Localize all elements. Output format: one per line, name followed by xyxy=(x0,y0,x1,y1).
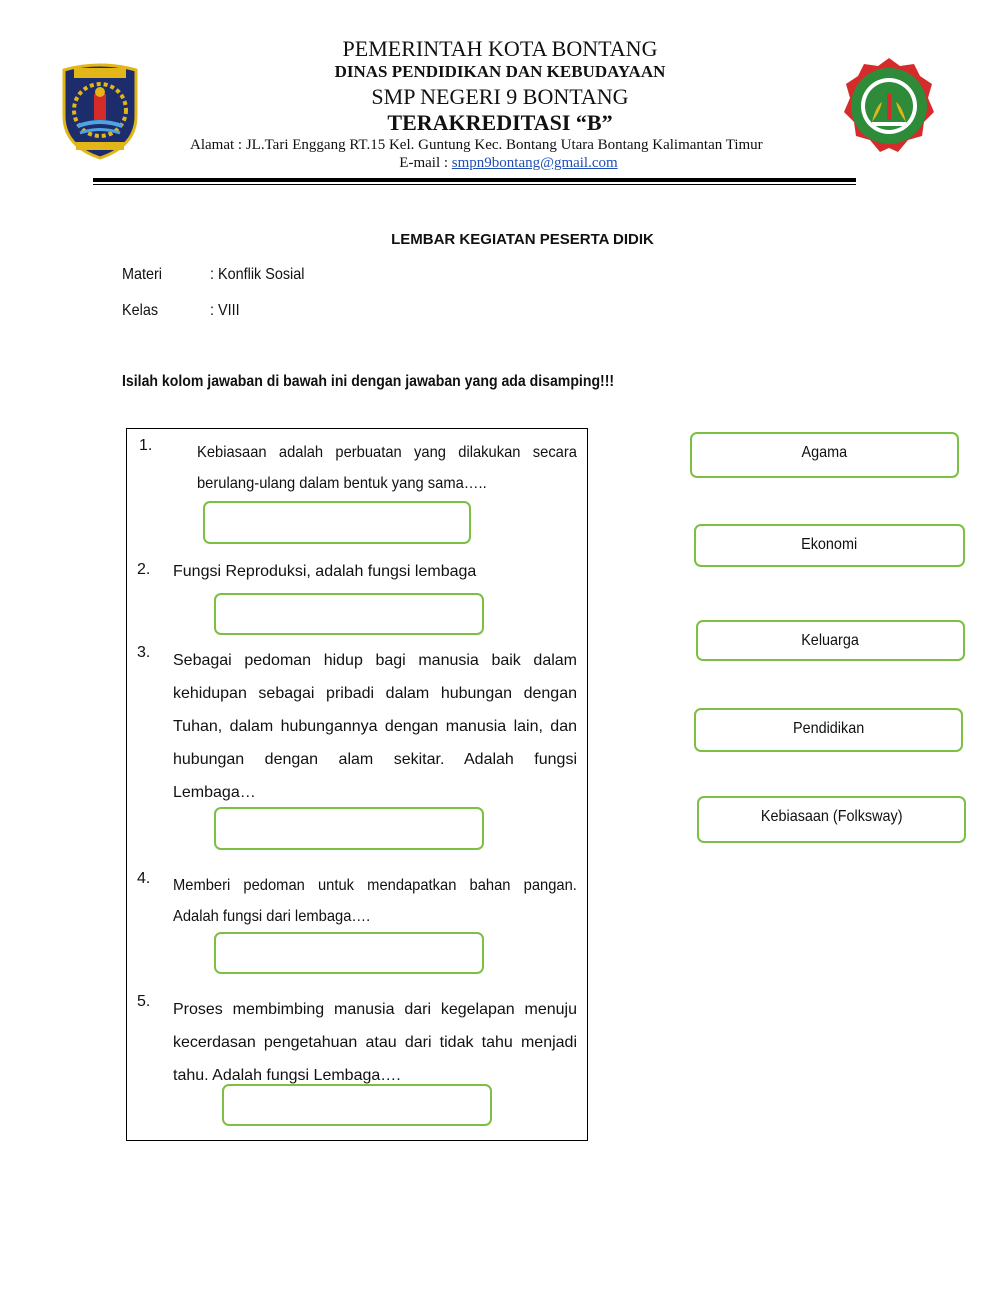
letterhead-school-name: SMP NEGERI 9 BONTANG xyxy=(371,84,629,109)
option-keluarga[interactable]: Keluarga xyxy=(696,620,965,661)
question-text: Proses membimbing manusia dari kegelapan menuju kecerdasan pengetahuan atau dari tidak tahu menjadi tahu. Adalah fungsi Lembaga…. xyxy=(173,1001,577,1084)
letterhead-divider-thick xyxy=(93,178,856,182)
question-number: 4. xyxy=(137,870,151,887)
letterhead-government: PEMERINTAH KOTA BONTANG xyxy=(342,36,658,61)
letterhead-accreditation: TERAKREDITASI “B” xyxy=(387,110,613,135)
option-ekonomi[interactable]: Ekonomi xyxy=(694,524,965,567)
question-number: 5. xyxy=(137,993,151,1010)
question-number: 1. xyxy=(139,437,153,454)
answer-input-3[interactable] xyxy=(214,807,484,850)
question-number: 2. xyxy=(137,561,151,578)
question-text: Kebiasaan adalah perbuatan yang dilakukan secara berulang-ulang dalam bentuk yang sama….. xyxy=(197,444,577,492)
kelas-value: : VIII xyxy=(210,302,240,319)
email-label: E-mail : xyxy=(399,155,452,171)
letterhead-email-line xyxy=(0,155,1000,172)
answer-input-4[interactable] xyxy=(214,932,484,974)
answer-input-5[interactable] xyxy=(222,1084,492,1126)
option-kebiasaan-folksway[interactable]: Kebiasaan (Folksway) xyxy=(697,796,966,843)
instruction-text: Isilah kolom jawaban di bawah ini dengan jawaban yang ada disamping!!! xyxy=(122,373,615,390)
materi-label: Materi xyxy=(122,266,163,283)
question-box xyxy=(126,428,588,1141)
letterhead-divider-thin xyxy=(93,184,856,185)
answer-input-2[interactable] xyxy=(214,593,484,635)
kelas-label: Kelas xyxy=(122,302,159,319)
question-number: 3. xyxy=(137,644,151,661)
letterhead-address: Alamat : JL.Tari Enggang RT.15 Kel. Guntung Kec. Bontang Utara Bontang Kalimantan Timur xyxy=(190,137,763,153)
email-link[interactable]: smpn9bontang@gmail.com xyxy=(451,155,618,171)
answer-input-1[interactable] xyxy=(203,501,471,544)
option-agama[interactable]: Agama xyxy=(690,432,959,478)
question-text: Sebagai pedoman hidup bagi manusia baik dalam kehidupan sebagai pribadi dalam hubungan dengan Tuhan, dalam hubungannya dengan manusia lain, dan hubungan dengan alam sekitar. Adalah fungsi Lembaga… xyxy=(173,652,577,801)
question-text: Fungsi Reproduksi, adalah fungsi lembaga xyxy=(173,563,477,580)
question-text: Memberi pedoman untuk mendapatkan bahan pangan. Adalah fungsi dari lembaga…. xyxy=(173,877,577,925)
worksheet-title: LEMBAR KEGIATAN PESERTA DIDIK xyxy=(391,231,654,248)
materi-value: : Konflik Sosial xyxy=(210,266,305,283)
letterhead-department: DINAS PENDIDIKAN DAN KEBUDAYAAN xyxy=(334,62,666,81)
option-pendidikan[interactable]: Pendidikan xyxy=(694,708,963,752)
